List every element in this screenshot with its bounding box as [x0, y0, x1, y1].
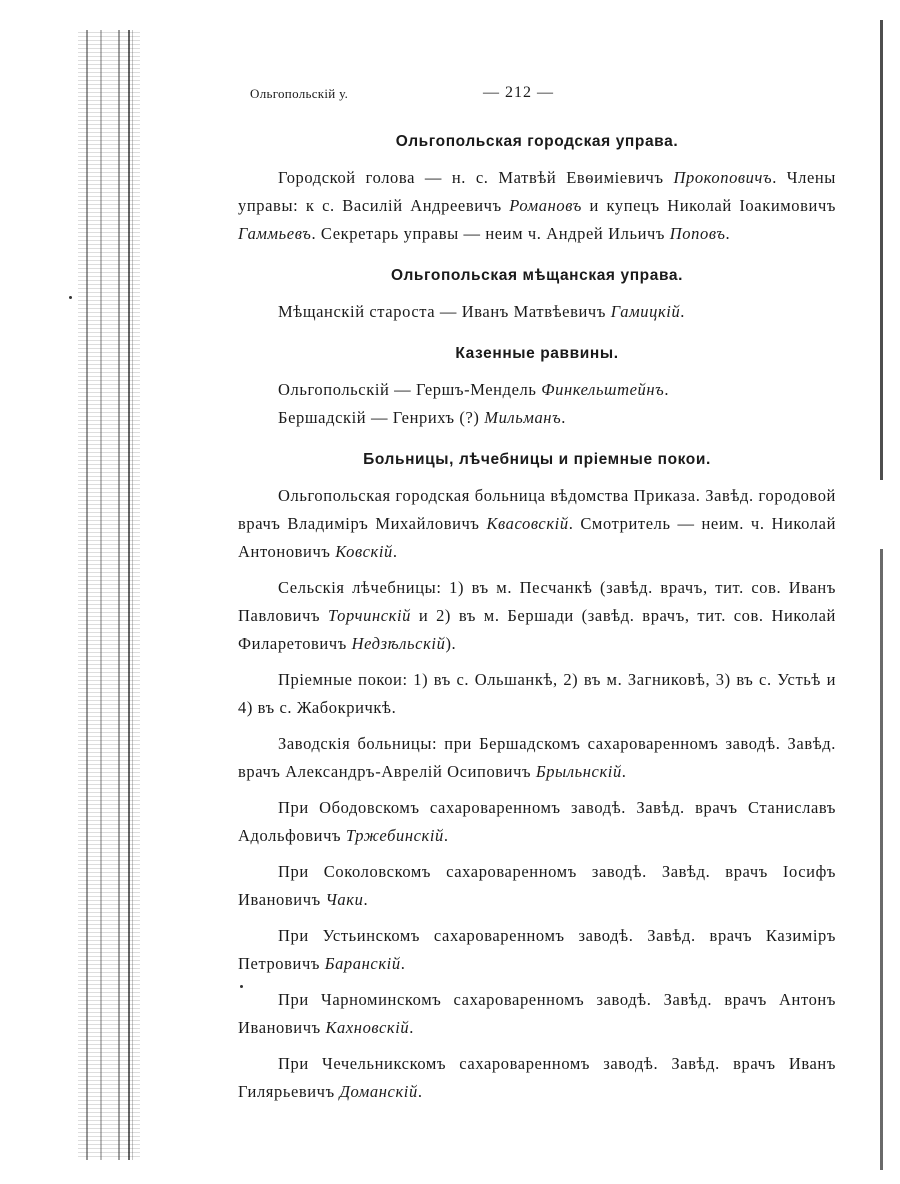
surname: Поповъ [669, 224, 726, 243]
surname: Прокоповичъ [673, 168, 773, 187]
section-title: Больницы, лѣчебницы и пріемные покои. [363, 451, 711, 468]
surname: Квасовскій [486, 514, 569, 533]
surname: Доманскій [339, 1082, 418, 1101]
paragraph: Бершадскій — Генрихъ (?) Мильманъ. [278, 408, 566, 427]
surname: Мильманъ [484, 408, 562, 427]
scan-speck [69, 296, 72, 299]
surname: Романовъ [509, 196, 582, 215]
book-binding-edge [78, 30, 140, 1160]
surname: Финкельштейнъ [541, 380, 665, 399]
surname: Гаммьевъ [238, 224, 312, 243]
page-header [0, 84, 900, 106]
surname: Гамицкій [610, 302, 681, 321]
surname: Ковскій [335, 542, 393, 561]
binding-line [128, 30, 130, 1160]
page-right-edge [880, 20, 883, 1170]
section-title: Ольгопольская городская управа. [395, 133, 679, 150]
paragraph: При Чарноминскомъ сахароваренномъ заводѣ. Завѣд. врачъ Антонъ Ивановичъ Кахновскій. [238, 990, 836, 1037]
running-head: Ольгопольскій у. [250, 86, 349, 101]
paragraph: При Устьинскомъ сахароваренномъ заводѣ. Завѣд. врачъ Казиміръ Петровичъ Баранскій. [238, 926, 836, 973]
paragraph: Сельскія лѣчебницы: 1) въ м. Песчанкѣ (завѣд. врачъ, тит. сов. Иванъ Павловичъ Торчинскій и 2) въ м. Бершади (завѣд. врачъ, тит. сов. Николай Филаретовичъ Недзѣльскій). [238, 578, 836, 653]
surname: Торчинскій [327, 606, 412, 625]
paragraph: Городской голова — н. с. Матвѣй Евѳиміевичъ Прокоповичъ. Члены управы: к с. Василій Андреевичъ Романовъ и купецъ Николай Іоакимовичъ Гаммьевъ. Секретарь управы — неим ч. Андрей Ильичъ Поповъ. [238, 168, 836, 243]
page-number: — 212 — [483, 84, 554, 101]
paragraph: При Чечельникскомъ сахароваренномъ заводѣ. Завѣд. врачъ Иванъ Гилярьевичъ Доманскій. [238, 1054, 836, 1101]
section-title: Казенные раввины. [455, 345, 619, 362]
paragraph: При Ободовскомъ сахароваренномъ заводѣ. Завѣд. врачъ Станиславъ Адольфовичъ Тржебинскій. [238, 798, 836, 845]
page-body [238, 128, 836, 1106]
surname: Баранскій [324, 954, 401, 973]
paragraph: Мѣщанскій староста — Иванъ Матвѣевичъ Гамицкій. [278, 302, 686, 321]
surname: Брыльнскій [535, 762, 622, 781]
surname: Чаки [325, 890, 364, 909]
surname: Недзѣльскій [351, 634, 446, 653]
paragraph: Ольгопольскій — Гершъ-Мендель Финкельштейнъ. [278, 380, 670, 399]
surname: Кахновскій [325, 1018, 410, 1037]
section-title: Ольгопольская мѣщанская управа. [391, 267, 683, 284]
surname: Тржебинскій [345, 826, 444, 845]
paragraph: Заводскія больницы: при Бершадскомъ сахароваренномъ заводѣ. Завѣд. врачъ Александръ-Аврелій Осиповичъ Брыльнскій. [238, 734, 836, 781]
paragraph: Ольгопольская городская больница вѣдомства Приказа. Завѣд. городовой врачъ Владиміръ Михайловичъ Квасовскій. Смотритель — неим. ч. Николай Антоновичъ Ковскій. [238, 486, 836, 561]
paragraph: Пріемные покои: 1) въ с. Ольшанкѣ, 2) въ м. Загниковѣ, 3) въ с. Устьѣ и 4) въ с. Жабокричкѣ. [238, 670, 836, 717]
paragraph: При Соколовскомъ сахароваренномъ заводѣ. Завѣд. врачъ Іосифъ Ивановичъ Чаки. [238, 862, 836, 909]
